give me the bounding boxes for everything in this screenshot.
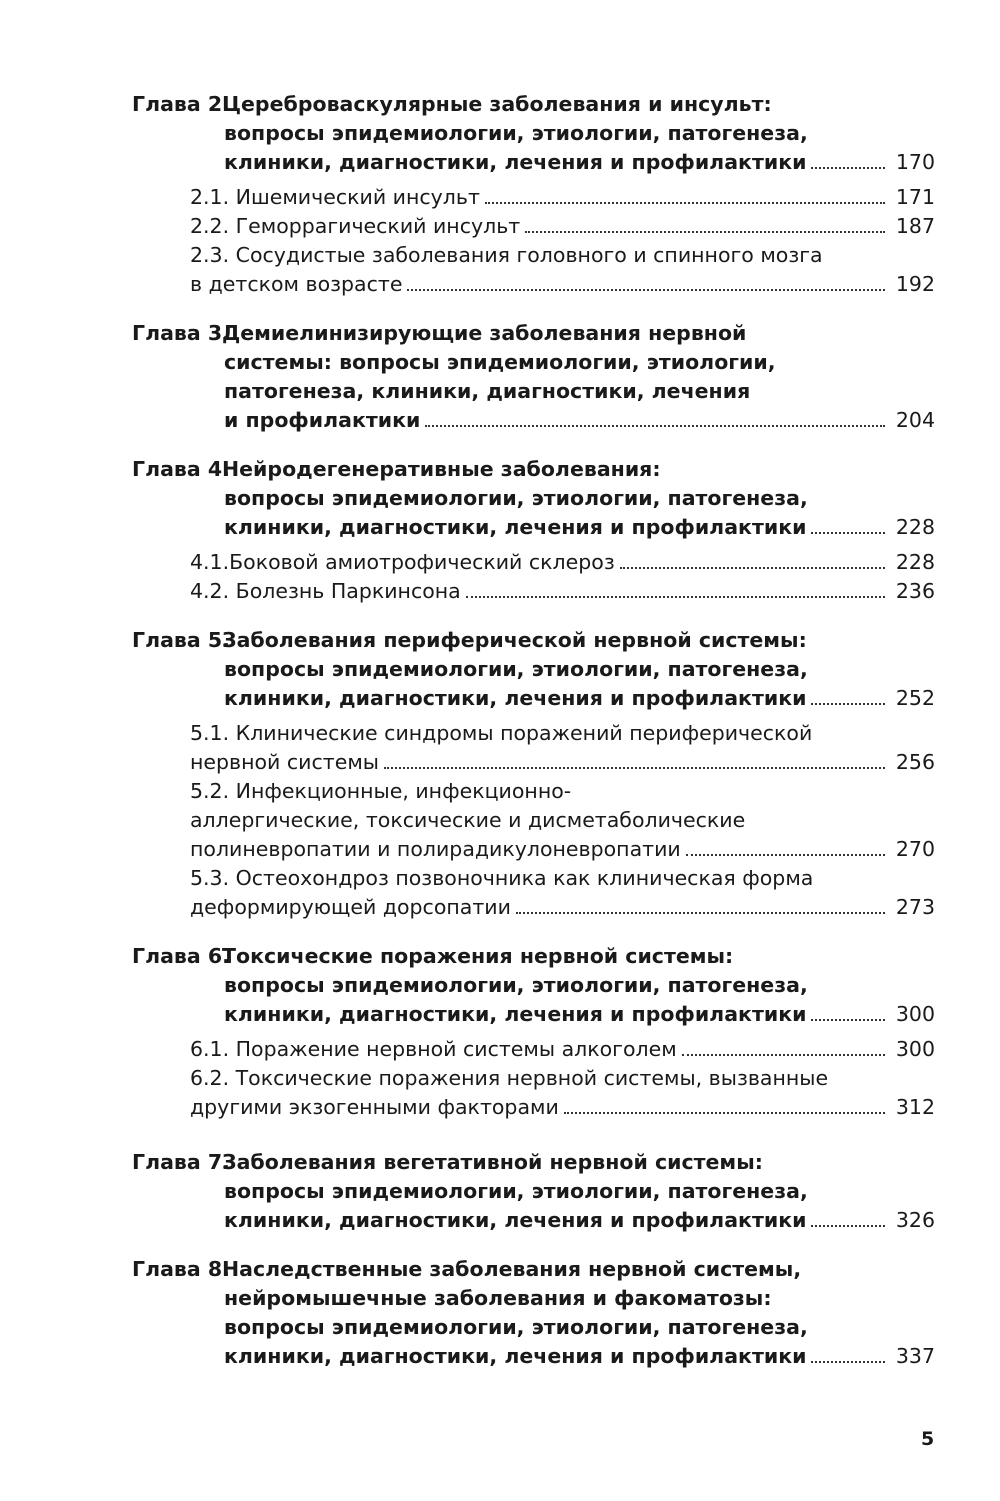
dot-leader <box>466 596 885 598</box>
subsection-title-line <box>190 893 935 922</box>
chapter-title-line <box>132 1313 935 1342</box>
dot-leader <box>811 167 885 169</box>
chapter-title-line <box>132 626 935 655</box>
chapter-title-text: нейромышечные заболевания и факоматозы: <box>224 1286 772 1310</box>
subsection-title-text: другими экзогенными факторами <box>190 1095 559 1119</box>
subsection-entry <box>190 777 935 864</box>
toc-chapter <box>132 90 935 299</box>
chapter-page-number: 337 <box>895 1344 935 1368</box>
subsection-title-text: 5.3. Остеохондроз позвоночника как клиническая форма <box>190 866 814 890</box>
chapter-title-line <box>132 1148 935 1177</box>
subsection-entry <box>190 864 935 922</box>
subsection-title-text: 2.3. Сосудистые заболевания головного и спинного мозга <box>190 243 823 267</box>
subsection-list <box>132 548 935 606</box>
chapter-heading <box>132 455 935 542</box>
subsection-list <box>132 1035 935 1122</box>
chapter-title-text: вопросы эпидемиологии, этиологии, патогенеза, <box>224 121 808 145</box>
toc-chapter <box>132 626 935 922</box>
chapter-title-text: вопросы эпидемиологии, этиологии, патогенеза, <box>224 973 808 997</box>
chapter-title-text: Демиелинизирующие заболевания нервной <box>222 321 747 345</box>
dot-leader <box>811 1019 885 1021</box>
chapter-title-line <box>132 319 935 348</box>
dot-leader <box>485 202 885 204</box>
subsection-entry <box>190 548 935 577</box>
subsection-title-text: 5.2. Инфекционные, инфекционно- <box>190 779 572 803</box>
subsection-title-line <box>190 183 935 212</box>
subsection-page-number: 300 <box>895 1037 935 1061</box>
subsection-page-number: 270 <box>895 837 935 861</box>
chapter-page-number: 170 <box>895 150 935 174</box>
subsection-page-number: 312 <box>895 1095 935 1119</box>
dot-leader <box>811 1225 885 1227</box>
subsection-entry <box>190 1035 935 1064</box>
chapter-title-line <box>132 484 935 513</box>
subsection-title-line <box>190 835 935 864</box>
chapter-label: Глава 8. <box>132 1257 230 1281</box>
chapter-title-line <box>132 377 935 406</box>
chapter-title-line <box>132 684 935 713</box>
chapter-heading <box>132 90 935 177</box>
subsection-page-number: 171 <box>895 185 935 209</box>
chapter-heading <box>132 942 935 1029</box>
dot-leader <box>811 532 885 534</box>
chapter-title-line <box>132 148 935 177</box>
chapter-title-text: Нейродегенеративные заболевания: <box>222 457 661 481</box>
chapter-label: Глава 3. <box>132 321 230 345</box>
subsection-title-text: 6.2. Токсические поражения нервной системы, вызванные <box>190 1066 829 1090</box>
chapter-title-text: Токсические поражения нервной системы: <box>222 944 734 968</box>
chapter-title-line <box>132 942 935 971</box>
chapter-label: Глава 2. <box>132 92 230 116</box>
subsection-entry <box>190 183 935 212</box>
chapter-title-line <box>132 119 935 148</box>
subsection-entry <box>190 212 935 241</box>
subsection-title-line <box>190 548 935 577</box>
subsection-title-line <box>190 748 935 777</box>
chapter-title-line <box>132 655 935 684</box>
subsection-title-line <box>190 806 935 835</box>
chapter-title-line <box>132 1206 935 1235</box>
subsection-list <box>132 183 935 299</box>
chapter-title-line <box>132 348 935 377</box>
dot-leader <box>564 1112 885 1114</box>
chapter-page-number: 228 <box>895 515 935 539</box>
chapter-label: Глава 6. <box>132 944 230 968</box>
subsection-entry <box>190 1064 935 1122</box>
subsection-entry <box>190 719 935 777</box>
chapter-title-line <box>132 1177 935 1206</box>
chapter-title-text: клиники, диагностики, лечения и профилактики <box>224 1344 807 1368</box>
dot-leader <box>620 567 885 569</box>
subsection-title-text: полиневропатии и полирадикулоневропатии <box>190 837 681 861</box>
dot-leader <box>811 1361 885 1363</box>
subsection-title-text: 6.1. Поражение нервной системы алкоголем <box>190 1037 677 1061</box>
subsection-title-text: 2.1. Ишемический инсульт <box>190 185 480 209</box>
subsection-title-line <box>190 864 935 893</box>
dot-leader <box>811 703 885 705</box>
subsection-title-line <box>190 777 935 806</box>
dot-leader <box>425 425 885 427</box>
page-number: 5 <box>921 1428 935 1450</box>
chapter-title-text: Заболевания периферической нервной системы: <box>222 628 807 652</box>
chapter-title-line <box>132 455 935 484</box>
subsection-page-number: 236 <box>895 579 935 603</box>
subsection-title-text: 4.1.Боковой амиотрофический склероз <box>190 550 615 574</box>
toc-chapter <box>132 319 935 435</box>
subsection-title-line <box>190 241 935 270</box>
chapter-title-text: клиники, диагностики, лечения и профилактики <box>224 150 807 174</box>
subsection-page-number: 256 <box>895 750 935 774</box>
chapter-title-text: клиники, диагностики, лечения и профилактики <box>224 1002 807 1026</box>
subsection-entry <box>190 577 935 606</box>
chapter-label: Глава 5. <box>132 628 230 652</box>
chapter-title-line <box>132 1342 935 1371</box>
subsection-title-line <box>190 719 935 748</box>
chapter-title-line <box>132 1284 935 1313</box>
dot-leader <box>516 912 885 914</box>
chapter-title-text: системы: вопросы эпидемиологии, этиологии, <box>224 350 776 374</box>
chapter-heading <box>132 626 935 713</box>
chapter-title-text: вопросы эпидемиологии, этиологии, патогенеза, <box>224 657 808 681</box>
chapter-page-number: 252 <box>895 686 935 710</box>
subsection-title-text: деформирующей дорсопатии <box>190 895 511 919</box>
subsection-page-number: 273 <box>895 895 935 919</box>
dot-leader <box>407 289 885 291</box>
chapter-label: Глава 7. <box>132 1150 230 1174</box>
chapter-title-line <box>132 90 935 119</box>
chapter-title-text: вопросы эпидемиологии, этиологии, патогенеза, <box>224 1179 808 1203</box>
chapter-title-line <box>132 971 935 1000</box>
subsection-title-line <box>190 212 935 241</box>
subsection-title-text: нервной системы <box>190 750 379 774</box>
toc-chapter <box>132 1148 935 1235</box>
dot-leader <box>686 854 885 856</box>
toc-chapter <box>132 942 935 1122</box>
subsection-title-text: 4.2. Болезнь Паркинсона <box>190 579 461 603</box>
chapter-title-text: патогенеза, клиники, диагностики, лечения <box>224 379 751 403</box>
table-of-contents <box>132 90 935 1391</box>
chapter-page-number: 300 <box>895 1002 935 1026</box>
subsection-title-line <box>190 270 935 299</box>
dot-leader <box>384 767 885 769</box>
dot-leader <box>525 231 885 233</box>
subsection-title-text: 5.1. Клинические синдромы поражений периферической <box>190 721 813 745</box>
chapter-heading <box>132 1255 935 1371</box>
chapter-page-number: 326 <box>895 1208 935 1232</box>
chapter-title-text: клиники, диагностики, лечения и профилактики <box>224 686 807 710</box>
chapter-label: Глава 4. <box>132 457 230 481</box>
chapter-page-number: 204 <box>895 408 935 432</box>
subsection-title-text: аллергические, токсические и дисметаболические <box>190 808 746 832</box>
toc-chapter <box>132 1255 935 1371</box>
toc-chapter <box>132 455 935 606</box>
subsection-title-text: 2.2. Геморрагический инсульт <box>190 214 521 238</box>
chapter-title-line <box>132 1255 935 1284</box>
chapter-title-text: и профилактики <box>224 408 421 432</box>
subsection-page-number: 192 <box>895 272 935 296</box>
subsection-title-line <box>190 1093 935 1122</box>
chapter-heading <box>132 319 935 435</box>
chapter-title-line <box>132 406 935 435</box>
subsection-title-line <box>190 1064 935 1093</box>
chapter-title-text: вопросы эпидемиологии, этиологии, патогенеза, <box>224 486 808 510</box>
subsection-page-number: 187 <box>895 214 935 238</box>
dot-leader <box>682 1054 885 1056</box>
chapter-title-text: Наследственные заболевания нервной системы, <box>222 1257 802 1281</box>
chapter-title-text: вопросы эпидемиологии, этиологии, патогенеза, <box>224 1315 808 1339</box>
chapter-title-text: Заболевания вегетативной нервной системы: <box>222 1150 763 1174</box>
subsection-title-text: в детском возрасте <box>190 272 403 296</box>
subsection-title-line <box>190 1035 935 1064</box>
chapter-heading <box>132 1148 935 1235</box>
subsection-title-line <box>190 577 935 606</box>
chapter-title-text: клиники, диагностики, лечения и профилактики <box>224 515 807 539</box>
chapter-title-line <box>132 1000 935 1029</box>
subsection-page-number: 228 <box>895 550 935 574</box>
subsection-list <box>132 719 935 922</box>
chapter-title-text: Цереброваскулярные заболевания и инсульт: <box>222 92 772 116</box>
chapter-title-line <box>132 513 935 542</box>
subsection-entry <box>190 241 935 299</box>
chapter-title-text: клиники, диагностики, лечения и профилактики <box>224 1208 807 1232</box>
